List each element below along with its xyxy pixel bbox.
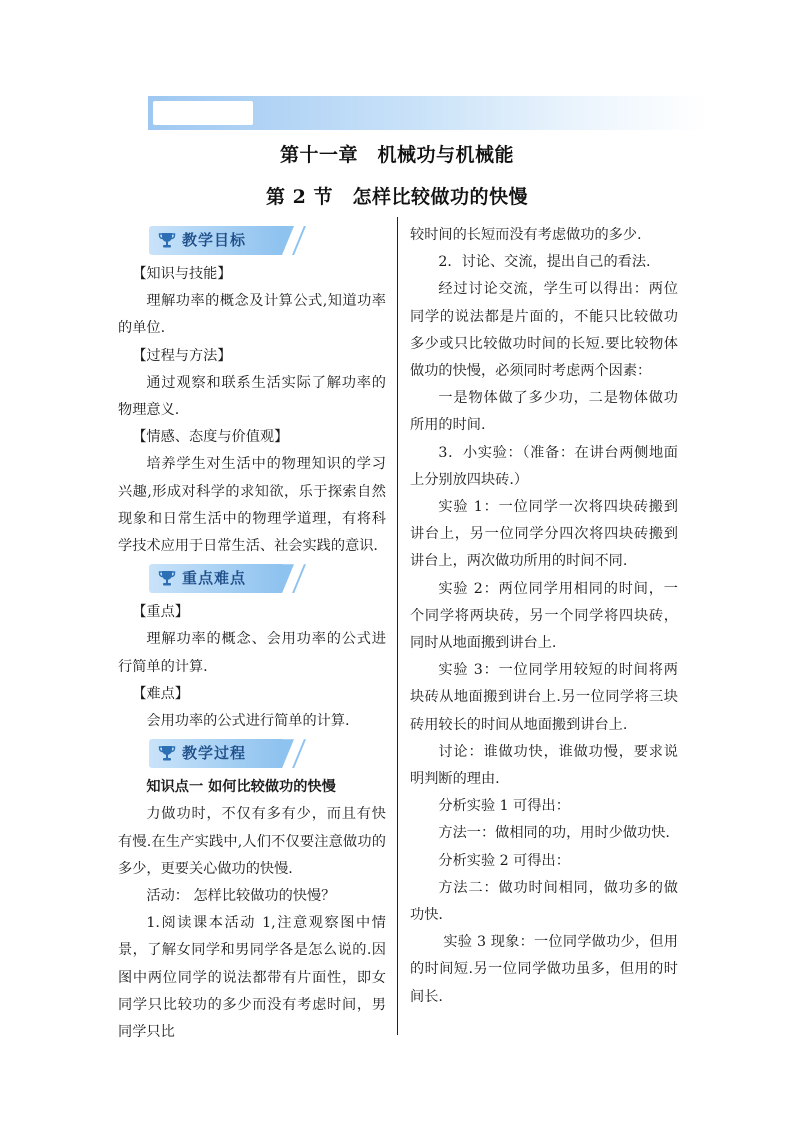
knowledge-text: 理解功率的概念及计算公式,知道功率的单位. [118, 293, 386, 337]
left-column [118, 222, 386, 1046]
difficulty-text: 会用功率的公式进行简单的计算. [146, 713, 350, 730]
chapter-title: 第十一章 机械功与机械能 [279, 144, 514, 166]
trophy-icon [158, 744, 176, 762]
key-label: 【重点】 [132, 604, 189, 621]
keypoints-heading: 重点难点 [182, 569, 247, 588]
trophy-icon [158, 569, 176, 587]
objectives-heading-bar [149, 226, 282, 255]
section-title: 第 2 节 怎样比较做功的快慢 [266, 186, 528, 208]
process-text: 通过观察和联系生活实际了解功率的物理意义. [118, 374, 386, 419]
knowledge-label: 【知识与技能】 [132, 266, 232, 282]
process-heading-bar [149, 739, 282, 768]
process-label: 【过程与方法】 [132, 347, 232, 364]
header-band [148, 96, 708, 130]
intro-paragraph: 力做功时，不仅有多有少，而且有快有慢.在生产实践中,人们不仅要注意做功的多少，更要关心做功的快慢. [118, 806, 386, 877]
knowledge-point-title: 知识点一 如何比较做功的快慢 [146, 779, 336, 796]
step3-paragraph: 3．小实验：（准备：在讲台两侧地面上分别放四块砖.） [410, 444, 678, 488]
experiment3: 实验 3：一位同学用较短的时间将两块砖从地面搬到讲台上.另一位同学将三块砖用较长的时间从地面搬到讲台上. [410, 662, 678, 733]
experiment1: 实验 1：一位同学一次将四块砖搬到讲台上，另一位同学分四次将四块砖搬到讲台上，两次做功所用的时间不同. [410, 499, 678, 570]
discuss-paragraph: 讨论：谁做功快，谁做功慢，要求说明判断的理由. [410, 743, 678, 788]
trophy-icon [158, 231, 176, 249]
continued-text: 较时间的长短而没有考虑做功的多少. [410, 227, 642, 243]
experiment3-phenomenon: 实验 3 现象：一位同学做功少，但用的时间短.另一位同学做功虽多，但用的时间长. [410, 934, 678, 1005]
activity-line: 活动： 怎样比较做功的快慢？ [146, 888, 336, 905]
step1-paragraph: 1.阅读课本活动 1,注意观察图中情景，了解女同学和男同学各是怎么说的.因图中两位同学的说法都带有片面性，即女同学只比较功的多少而没有考虑时间，男同学只比 [118, 915, 386, 1041]
keypoints-heading-bar [149, 564, 282, 593]
analysis1: 分析实验 1 可得出： [438, 798, 570, 815]
discussion-result: 经过讨论交流，学生可以得出：两位同学的说法都是片面的，不能只比较做功多少或只比较做功时间的长短.要比较物体做功的快慢，必须同时考虑两个因素： [410, 281, 678, 380]
factors-paragraph: 一是物体做了多少功，二是物体做功所用的时间. [410, 390, 678, 434]
key-text: 理解功率的概念、会用功率的公式进行简单的计算. [118, 631, 386, 675]
emotion-text: 培养学生对生活中的物理知识的学习兴趣,形成对科学的求知欲，乐于探索自然现象和日常生活中的物理学道理，有将科学技术应用于日常生活、社会实践的意识. [118, 456, 386, 555]
method2: 方法二：做功时间相同，做功多的做功快. [410, 879, 678, 924]
column-divider [397, 217, 398, 1035]
emotion-label: 【情感、态度与价值观】 [132, 429, 289, 446]
process-heading: 教学过程 [182, 744, 247, 763]
analysis2: 分析实验 2 可得出： [438, 852, 570, 869]
objectives-heading: 教学目标 [182, 231, 247, 249]
experiment2: 实验 2：两位同学用相同的时间，一个同学将两块砖，另一个同学将四块砖，同时从地面搬到讲台上. [410, 580, 678, 652]
difficulty-label: 【难点】 [132, 685, 189, 702]
right-column [410, 222, 678, 1011]
header-band-box [153, 101, 253, 125]
method1: 方法一：做相同的功，用时少做功快. [438, 825, 670, 842]
step2-paragraph: 2．讨论、交流，提出自己的看法. [438, 254, 651, 271]
